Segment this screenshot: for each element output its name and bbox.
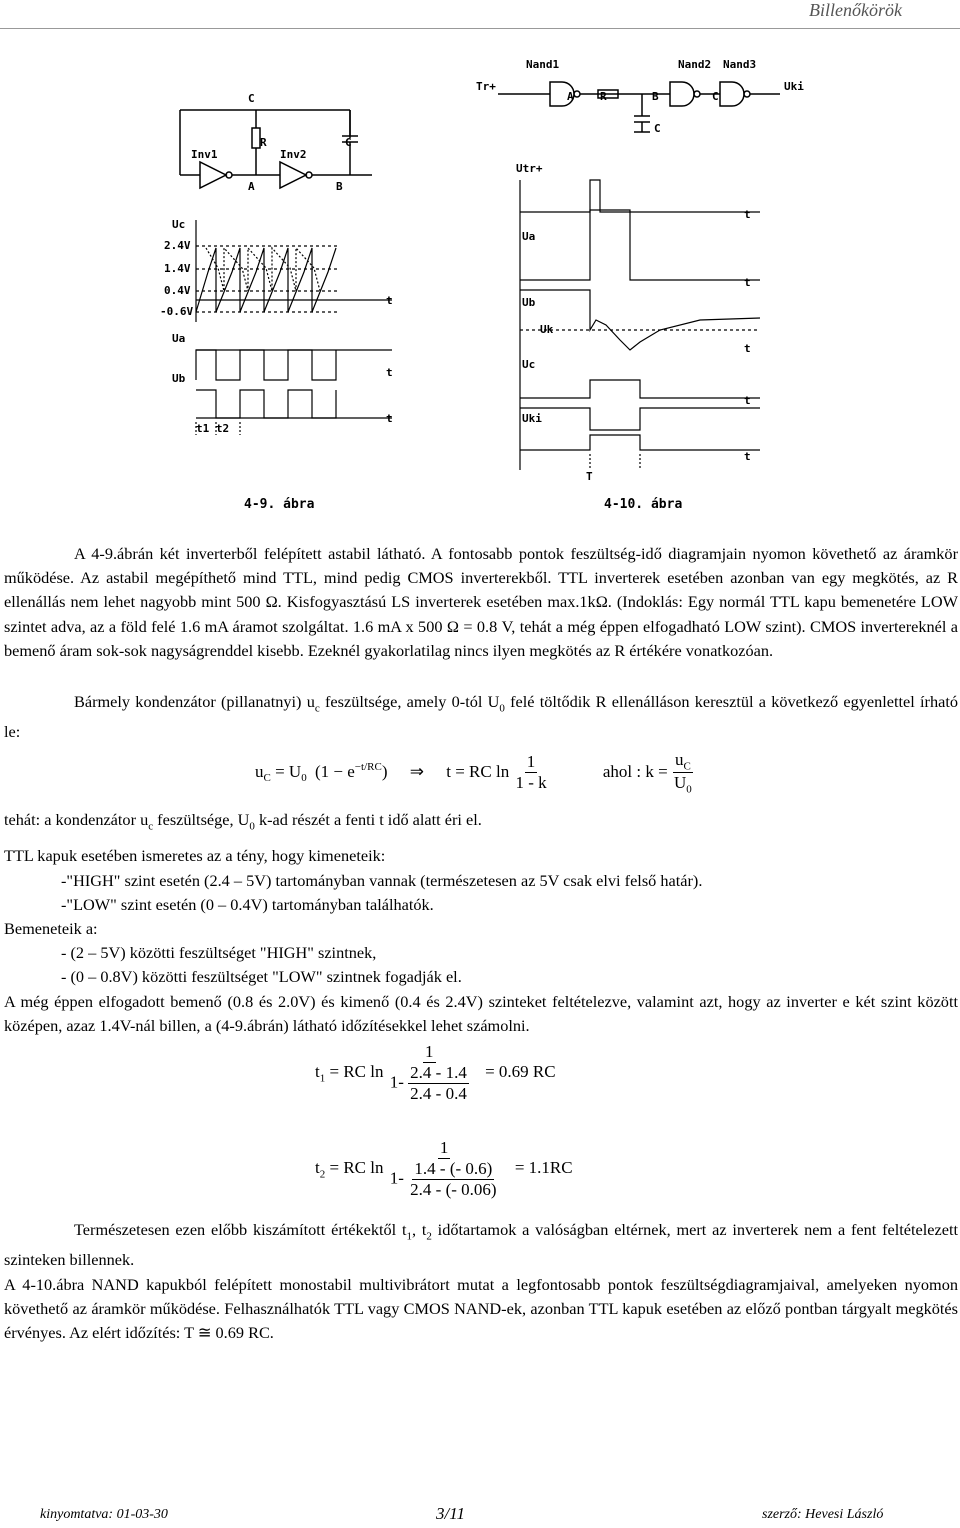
fig10-a: A (567, 90, 574, 103)
fig10-trp: Tr+ (476, 80, 496, 93)
header-title: Billenőkörök (809, 0, 902, 20)
footer-printed: kinyomtatva: 01-03-30 (40, 1507, 168, 1522)
p4b: -"LOW" szint esetén (0 – 0.4V) tartományban találhatók. (61, 894, 434, 914)
fig10-nand3: Nand3 (723, 58, 757, 71)
fig10-nand2: Nand2 (678, 58, 712, 71)
p5b: - (0 – 0.8V) közötti feszültséget "LOW" szintnek fogadják el. (61, 967, 462, 987)
paragraph-3 (4, 808, 958, 1038)
p4: TTL kapuk esetében ismeretes az a tény, hogy kimeneteik: (4, 846, 386, 866)
fig10-b: B (652, 90, 659, 103)
fig9-ub: Ub (172, 372, 186, 385)
paragraph-4 (4, 1218, 958, 1345)
fig9-r: R (260, 136, 267, 149)
fig9-inv2: Inv2 (280, 148, 307, 161)
fig9-t3: t (386, 412, 393, 425)
fig10-uc: Uc (522, 358, 536, 371)
fig10-t2: t (744, 276, 751, 289)
fig9-a: A (248, 180, 255, 193)
fig9-caption: 4-9. ábra (244, 497, 315, 512)
fig10-t5: t (744, 450, 751, 463)
figures-svg (160, 50, 810, 520)
fig10-uki: Uki (784, 80, 804, 93)
p6: A még éppen elfogadott bemenő (0.8 és 2.0V) és kimenő (0.4 és 2.4V) szinteket feltételezve, valamint azt, hogy az inverter e két szint között középen, azaz 1.4V-nál billen, a (4-9.ábrán) látható időzítésekkel lehet számolni. (4, 991, 958, 1035)
fig10-c-cap: C (654, 122, 661, 135)
fig9-waveforms (196, 220, 392, 435)
fig9-b: B (336, 180, 343, 193)
fig9-vm06: -0.6V (160, 305, 194, 318)
fig10-nand1: Nand1 (526, 58, 560, 71)
fig9-c-right: C (345, 136, 352, 149)
footer-page: 3/11 (436, 1504, 465, 1523)
fig10-c: C (712, 90, 719, 103)
fig10-t4: t (744, 394, 751, 407)
p7: Természetesen ezen előbb kiszámított értékektől $t_1$, $t_2$ időtartamok a valóságban eltérnek, mert az inverterek nem a fent feltételezett szinteken billennek. (4, 1220, 958, 1270)
fig9-t1: t (386, 294, 393, 307)
p8: A 4-10.ábra NAND kapukból felépített monostabil multivibrátort mutat a legfontosabb pontok feszültségdiagramjaival, amelyeken nyomon követhető az áramkör működése. Felhasználhatók TTL vagy CMOS NAND-ek, azonban TTL kapuk esetében az előző pontban tárgyalt megkötés érvényes. Az elért időzítés: T ≅ 0.69 RC. (4, 1274, 958, 1343)
page-header (0, 0, 960, 28)
fig9-ua: Ua (172, 332, 186, 345)
fig10-ub: Ub (522, 296, 536, 309)
fig10-ua: Ua (522, 230, 536, 243)
p4a: -"HIGH" szint esetén (2.4 – 5V) tartományban vannak (természetesen az 5V csak elvi felső határ). (61, 870, 703, 890)
fig10-circuit (498, 82, 780, 132)
equation-2: $t_1$ = RC ln 1 1- $\frac{2.4 - 1.4}{2.4 - 0.4}$ = 0.69 RC (315, 1042, 556, 1103)
header-rule (0, 28, 960, 29)
fig9-t1t2: t1 t2 (196, 422, 230, 435)
fig10-T: T (586, 470, 593, 483)
fig10-uki: Uki (522, 412, 542, 425)
paragraph-2 (4, 690, 958, 745)
fig9-inv1: Inv1 (191, 148, 218, 161)
fig10-waveforms (520, 180, 760, 470)
fig10-utr: Utr+ (516, 162, 543, 175)
fig9-uc: Uc (172, 218, 186, 231)
fig9-v14: 1.4V (164, 262, 191, 275)
equation-3: $t_2$ = RC ln 1 1- $\frac{1.4 - (- 0.6)}{2.4 - (- 0.06)}$ = 1.1RC (315, 1138, 573, 1199)
fig10-t1: t (744, 208, 751, 221)
footer-author: szerző: Hevesi László (762, 1507, 884, 1522)
equation-1: $u_C = U_0$ $(1 - e^{-t/RC})$ ⇒ t = RC ln $\frac{1}{1 - k}$ ahol : k = $\frac{u_C}{U_0}$ (255, 750, 692, 796)
figures (160, 50, 810, 520)
p5: Bemeneteik a: (4, 919, 98, 939)
fig9-v24: 2.4V (164, 239, 191, 252)
fig9-c-top: C (248, 92, 255, 105)
p5a: - (2 – 5V) közötti feszültséget "HIGH" szintnek, (61, 943, 377, 963)
p2: Bármely kondenzátor (pillanatnyi) $u_c$ feszültsége, amely 0-tól $U_0$ felé töltődik R ellenálláson keresztül a következő egyenlettel írható le: (4, 692, 958, 742)
fig9-v04: 0.4V (164, 284, 191, 297)
fig10-caption: 4-10. ábra (604, 497, 683, 512)
fig10-r: R (600, 90, 607, 103)
p3: tehát: a kondenzátor $u_c$ feszültsége, $U_0$ k-ad részét a fenti t idő alatt éri el. (4, 810, 482, 833)
fig10-uk: Uk (540, 323, 554, 336)
fig9-t2: t (386, 366, 393, 379)
fig10-t3: t (744, 342, 751, 355)
paragraph-1 (4, 542, 958, 663)
p1: A 4-9.ábrán két inverterből felépített astabil látható. A fontosabb pontok feszültség-idő diagramjain nyomon követhető az áramkör működése. Az astabil megépíthető mind TTL, mind pedig CMOS inverterekből. TTL inverterek esetében azonban van egy megkötés, az R ellenállás nem lehet nagyobb mint 500 Ω. Kisfogyasztású LS inverterek esetében max.1kΩ. (Indoklás: Egy normál TTL kapu bemenetére LOW szintet adva, az a föld felé 1.6 mA áramot szolgáltat. 1.6 mA x 500 Ω = 0.8 V, tehát a még éppen elfogadható LOW szint). CMOS invertereknél a bemenő áram sok-sok nagyságrenddel kisebb. Ezeknél gyakorlatilag nincs ilyen megkötés az R értékére vonatkozóan. (4, 544, 958, 660)
